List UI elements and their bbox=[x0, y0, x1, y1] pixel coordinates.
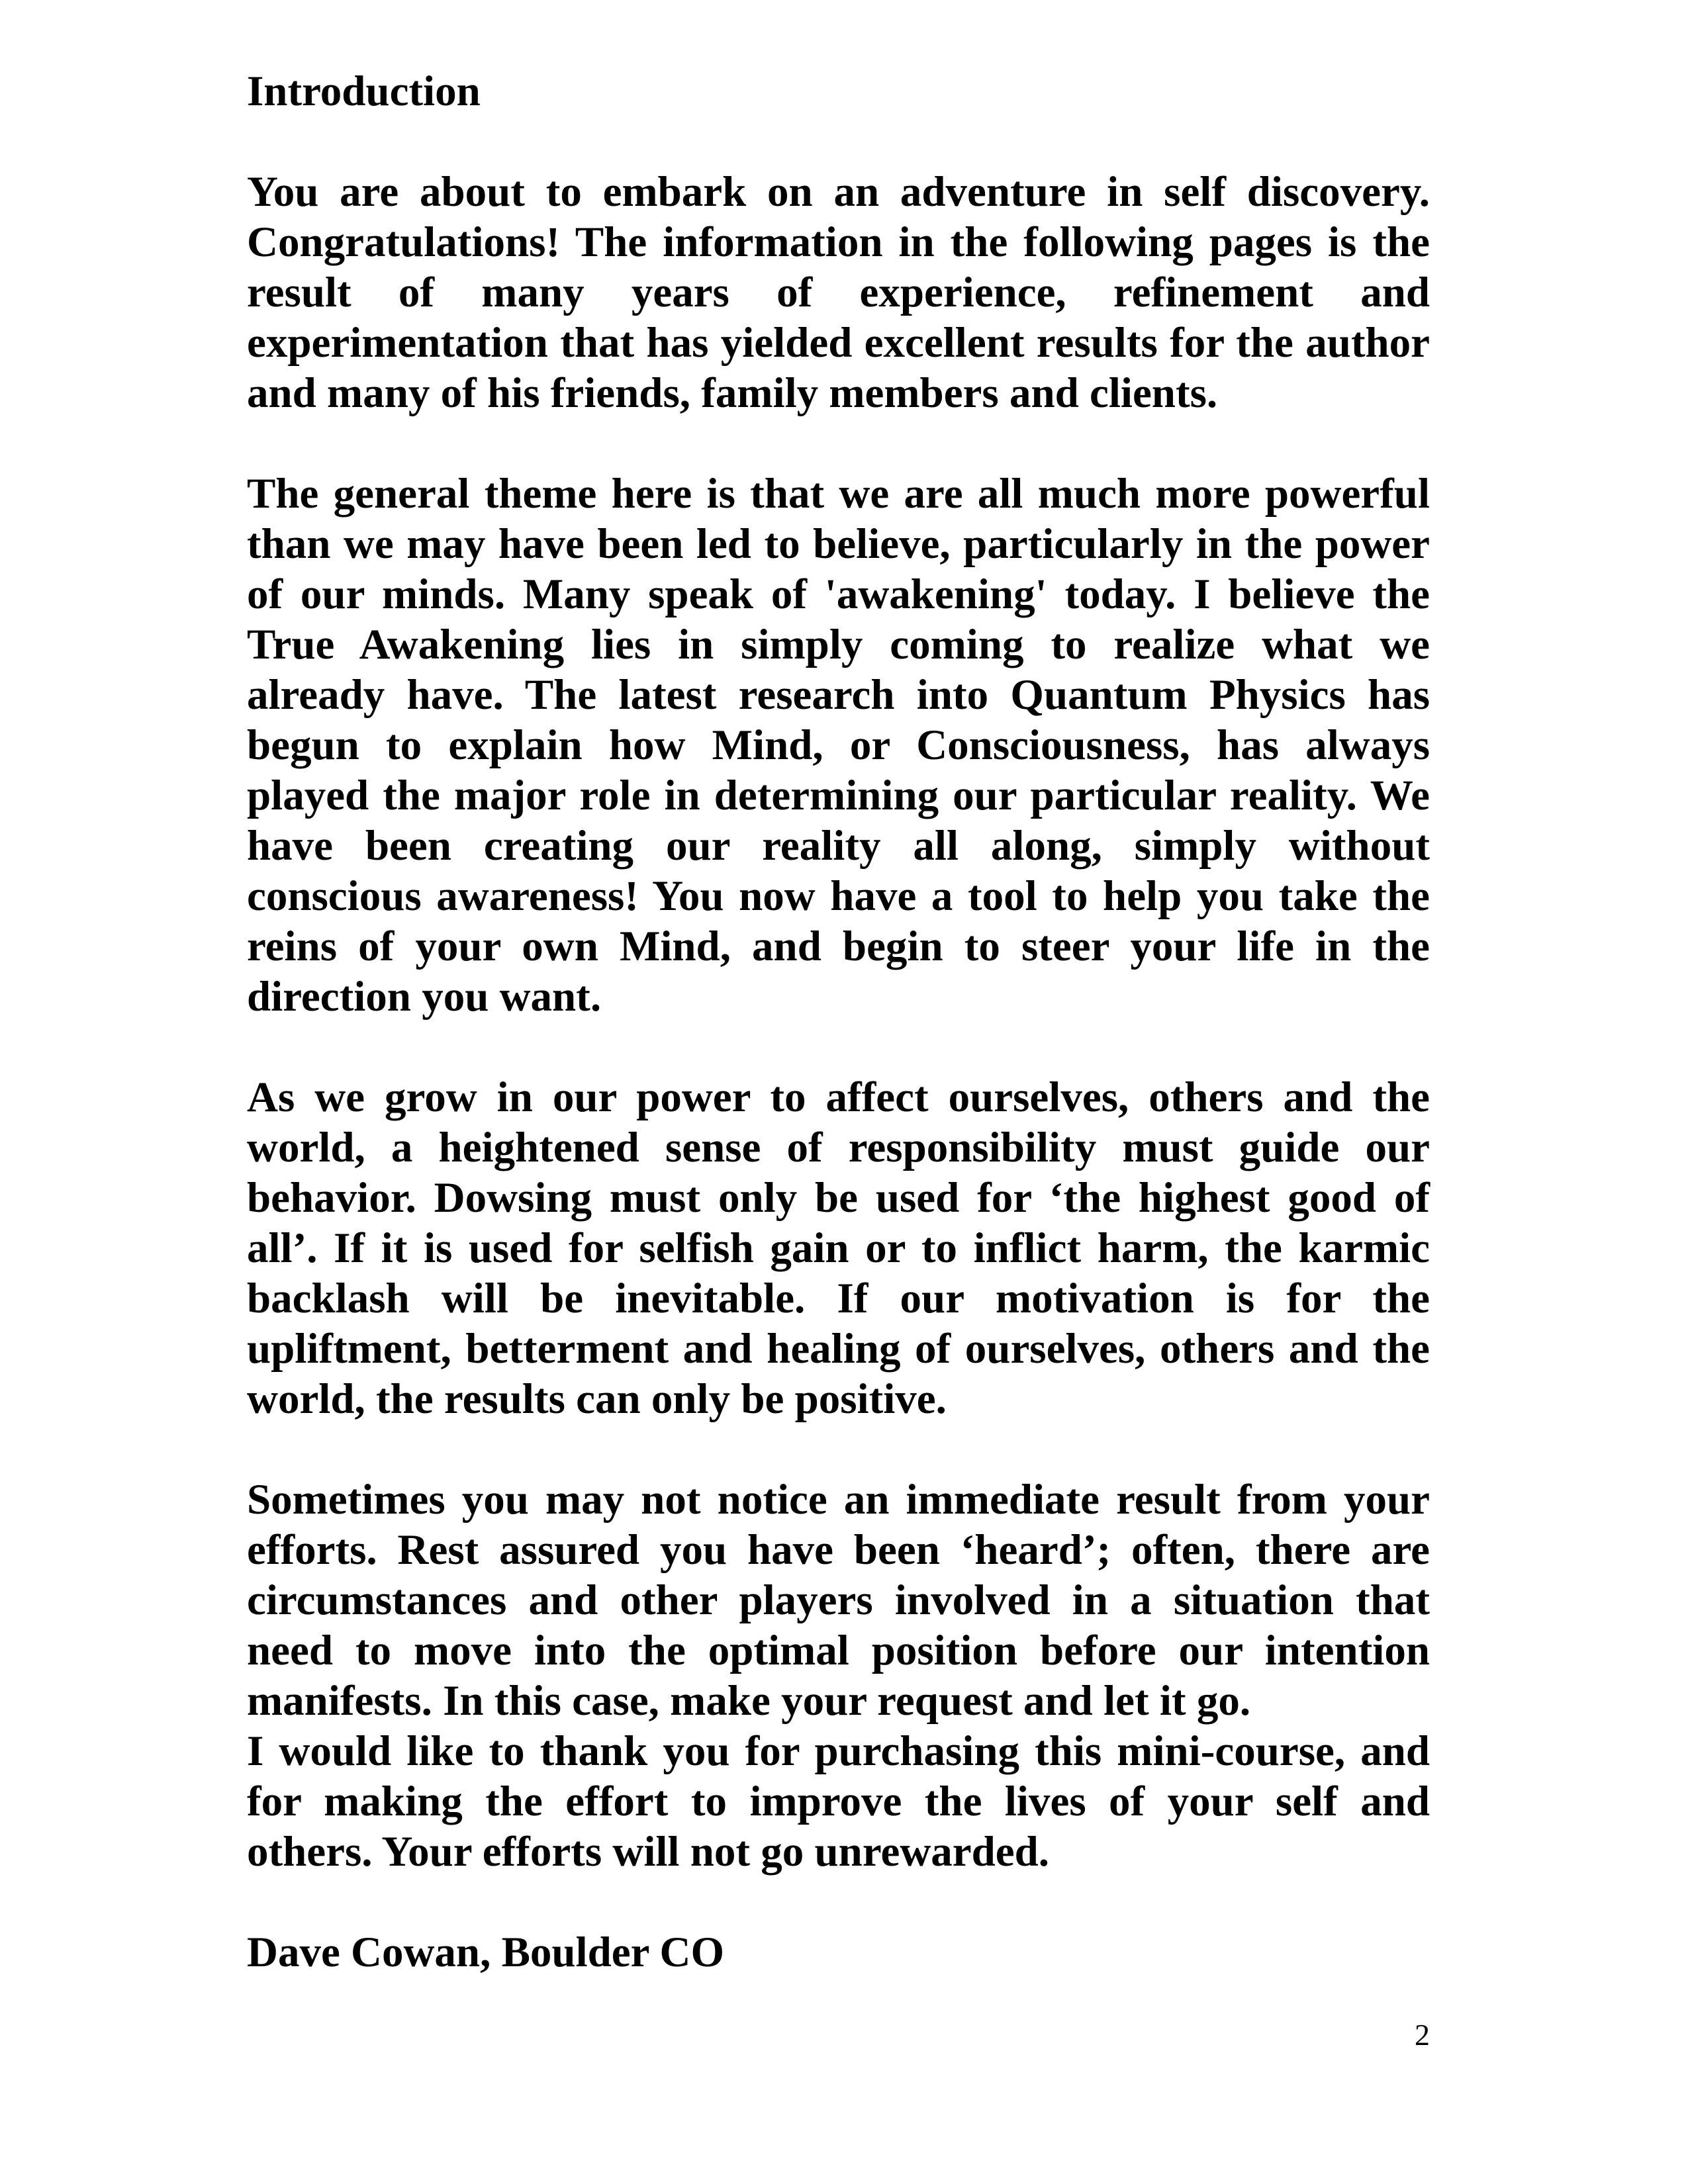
document-body bbox=[247, 66, 1430, 1978]
paragraph-thanks: I would like to thank you for purchasing this mini-course, and for making the effort to improve the lives of your self and others. Your efforts will not go unrewarded. bbox=[247, 1727, 1430, 1876]
paragraph-responsibility: As we grow in our power to affect ourselves, others and the world, a heightened sense of responsibility must guide our behavior. Dowsing must only be used for ‘the highest good of all’. If it is used for selfish gain or to inflict harm, the karmic backlash will be inevitable. If our motivation is for the upliftment, betterment and healing of ourselves, others and the world, the results can only be positive. bbox=[247, 1073, 1430, 1423]
section-heading: Introduction bbox=[247, 68, 481, 115]
paragraph-general-theme: The general theme here is that we are all much more powerful than we may have been led to believe, particularly in the power of our minds. Many speak of 'awakening' today. I believe the True Awakening lies in simply coming to realize what we already have. The latest research into Quantum Physics has begun to explain how Mind, or Consciousness, has always played the major role in determining our particular reality. We have been creating our reality all along, simply without conscious awareness! You now have a tool to help you take the reins of your own Mind, and begin to steer your life in the direction you want. bbox=[247, 470, 1430, 1021]
paragraph-intro: You are about to embark on an adventure in self discovery. Congratulations! The information in the following pages is the result of many years of experience, refinement and experimentation that has yielded excellent results for the author and many of his friends, family members and clients. bbox=[247, 168, 1430, 417]
page-number: 2 bbox=[1415, 2018, 1430, 2052]
paragraph-patience: Sometimes you may not notice an immediate result from your efforts. Rest assured you have been ‘heard’; often, there are circumstances and other players involved in a situation that need to move into the optimal position before our intention manifests. In this case, make your request and let it go. bbox=[247, 1476, 1430, 1725]
author-signature: Dave Cowan, Boulder CO bbox=[247, 1929, 725, 1976]
